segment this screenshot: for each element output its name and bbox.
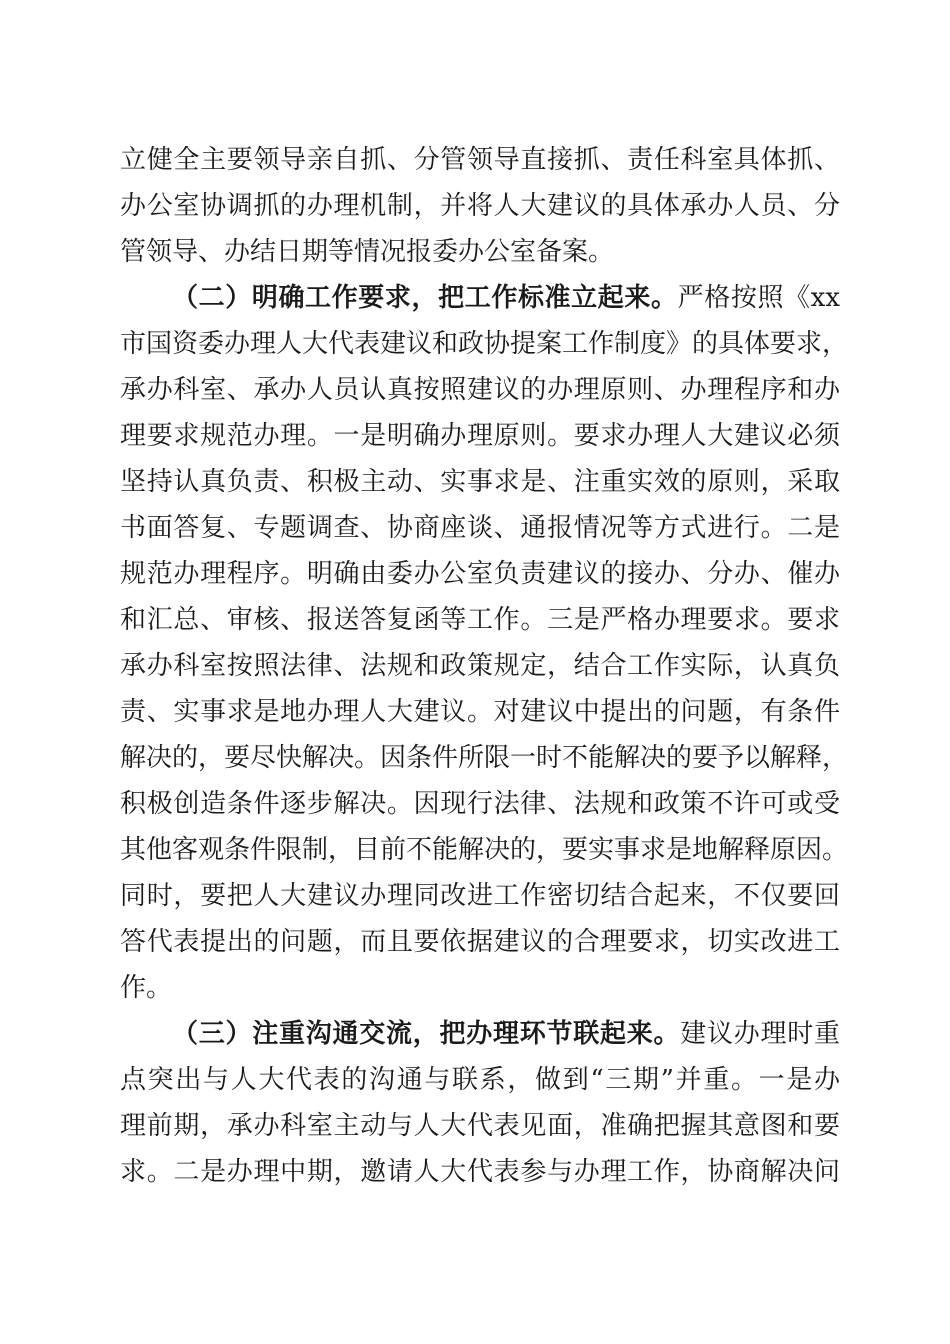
text-line: 作。 — [120, 973, 173, 1003]
text-line: 理前期，承办科室主动与人大代表见面，准确把握其意图和要 — [120, 1111, 840, 1141]
text-line: 办公室协调抓的办理机制，并将人大建议的具体承办人员、分 — [120, 191, 840, 221]
text-line: 管领导、办结日期等情况报委办公室备案。 — [120, 237, 615, 267]
text-line: 承办科室、承办人员认真按照建议的办理原则、办理程序和办 — [120, 375, 840, 405]
text-line: 同时，要把人大建议办理同改进工作密切结合起来，不仅要回 — [120, 881, 840, 911]
text-line: 其他客观条件限制，目前不能解决的，要实事求是地解释原因。 — [120, 835, 849, 865]
section-body-start: 建议办理时重 — [680, 1019, 840, 1049]
section-heading-line — [172, 1014, 840, 1054]
text-line: 点突出与人大代表的沟通与联系，做到“三期”并重。一是办 — [120, 1065, 840, 1095]
text-line: 答代表提出的问题，而且要依据建议的合理要求，切实改进工 — [120, 927, 840, 957]
text-line: 书面答复、专题调查、协商座谈、通报情况等方式进行。二是 — [120, 513, 840, 543]
text-line: 理要求规范办理。一是明确办理原则。要求办理人大建议必须 — [120, 421, 840, 451]
section-body-start: 严格按照《xx — [677, 283, 840, 313]
text-line: 规范办理程序。明确由委办公室负责建议的接办、分办、催办 — [120, 559, 840, 589]
text-line: 市国资委办理人大代表建议和政协提案工作制度》的具体要求， — [120, 329, 849, 359]
text-line: 承办科室按照法律、法规和政策规定，结合工作实际，认真负 — [120, 651, 840, 681]
text-line: 坚持认真负责、积极主动、实事求是、注重实效的原则，采取 — [120, 467, 840, 497]
text-line: 立健全主要领导亲自抓、分管领导直接抓、责任科室具体抓、 — [120, 145, 840, 175]
text-line: 积极创造条件逐步解决。因现行法律、法规和政策不许可或受 — [120, 789, 840, 819]
text-line: 和汇总、审核、报送答复函等工作。三是严格办理要求。要求 — [120, 605, 840, 635]
section-heading: （二）明确工作要求，把工作标准立起来。 — [172, 283, 678, 313]
section-heading-line — [172, 278, 840, 318]
text-line: 求。二是办理中期，邀请人大代表参与办理工作，协商解决问 — [120, 1157, 840, 1187]
text-line: 责、实事求是地办理人大建议。对建议中提出的问题，有条件 — [120, 697, 840, 727]
section-heading: （三）注重沟通交流，把办理环节联起来。 — [172, 1019, 681, 1049]
text-line: 解决的，要尽快解决。因条件所限一时不能解决的要予以解释， — [120, 743, 849, 773]
